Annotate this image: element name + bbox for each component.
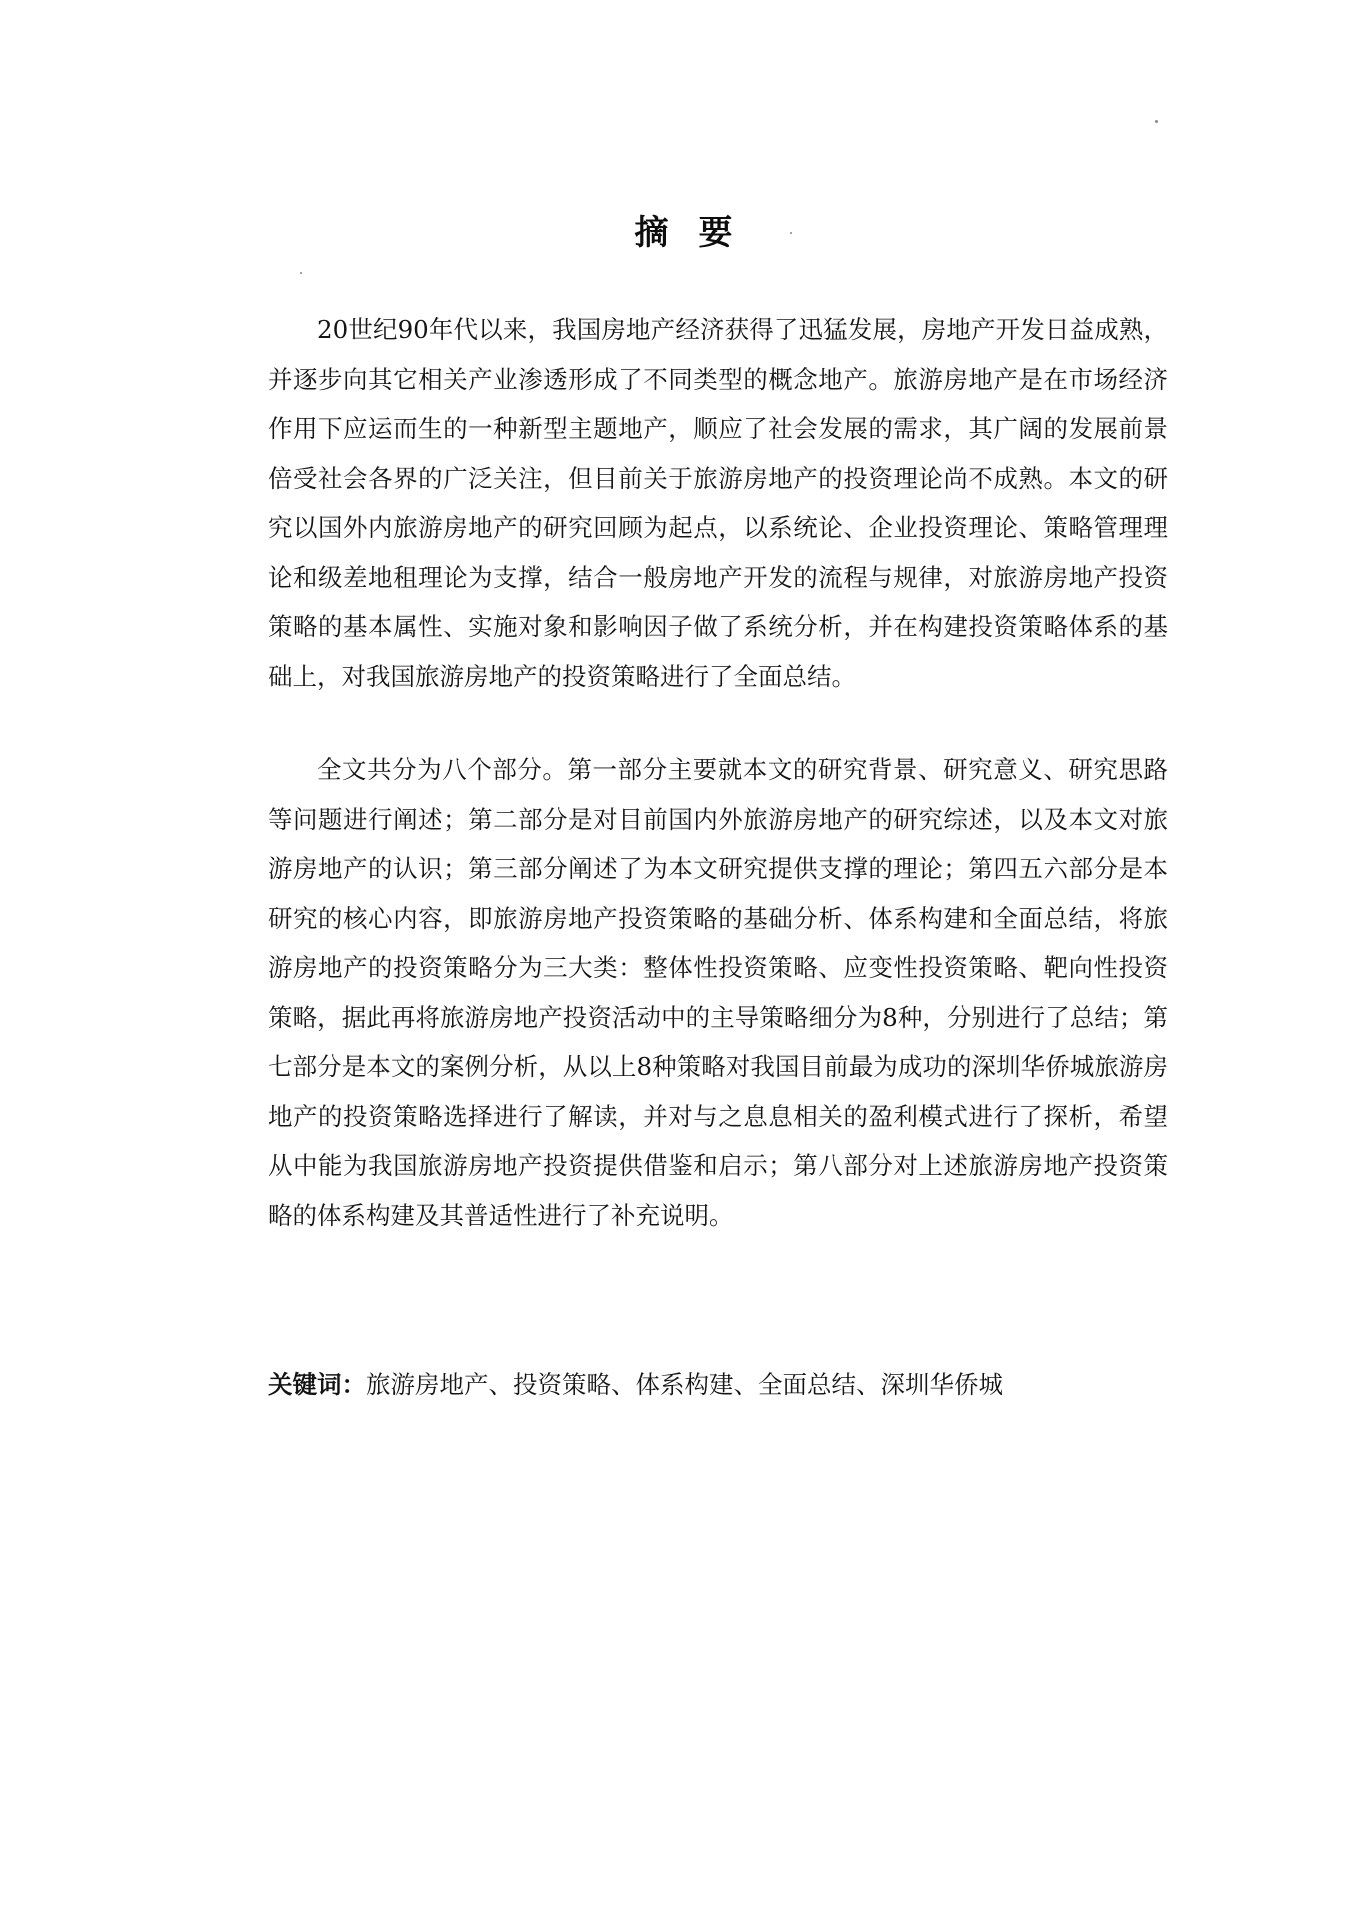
keywords-label: 关键词：: [268, 1370, 366, 1399]
scan-speck: [1155, 120, 1158, 123]
abstract-paragraph-1: 20世纪90年代以来，我国房地产经济获得了迅猛发展，房地产开发日益成熟，并逐步向其它相关产业渗透形成了不同类型的概念地产。旅游房地产是在市场经济作用下应运而生的一种新型主题地产，顺应了社会发展的需求，其广阔的发展前景倍受社会各界的广泛关注，但目前关于旅游房地产的投资理论尚不成熟。本文的研究以国外内旅游房地产的研究回顾为起点，以系统论、企业投资理论、策略管理理论和级差地租理论为支撑，结合一般房地产开发的流程与规律，对旅游房地产投资策略的基本属性、实施对象和影响因子做了系统分析，并在构建投资策略体系的基础上，对我国旅游房地产的投资策略进行了全面总结。: [268, 315, 1168, 691]
scan-speck: [300, 272, 302, 274]
keywords-line: [268, 1360, 1168, 1410]
keywords-list: 旅游房地产、投资策略、体系构建、全面总结、深圳华侨城: [366, 1370, 1003, 1399]
abstract-title: 摘要: [634, 213, 763, 253]
abstract-paragraph-2: 全文共分为八个部分。第一部分主要就本文的研究背景、研究意义、研究思路等问题进行阐述；第二部分是对目前国内外旅游房地产的研究综述，以及本文对旅游房地产的认识；第三部分阐述了为本文研究提供支撑的理论；第四五六部分是本研究的核心内容，即旅游房地产投资策略的基础分析、体系构建和全面总结，将旅游房地产的投资策略分为三大类：整体性投资策略、应变性投资策略、靶向性投资策略，据此再将旅游房地产投资活动中的主导策略细分为8种，分别进行了总结；第七部分是本文的案例分析，从以上8种策略对我国目前最为成功的深圳华侨城旅游房地产的投资策略选择进行了解读，并对与之息息相关的盈利模式进行了探析，希望从中能为我国旅游房地产投资提供借鉴和启示；第八部分对上述旅游房地产投资策略的体系构建及其普适性进行了补充说明。: [268, 755, 1168, 1230]
